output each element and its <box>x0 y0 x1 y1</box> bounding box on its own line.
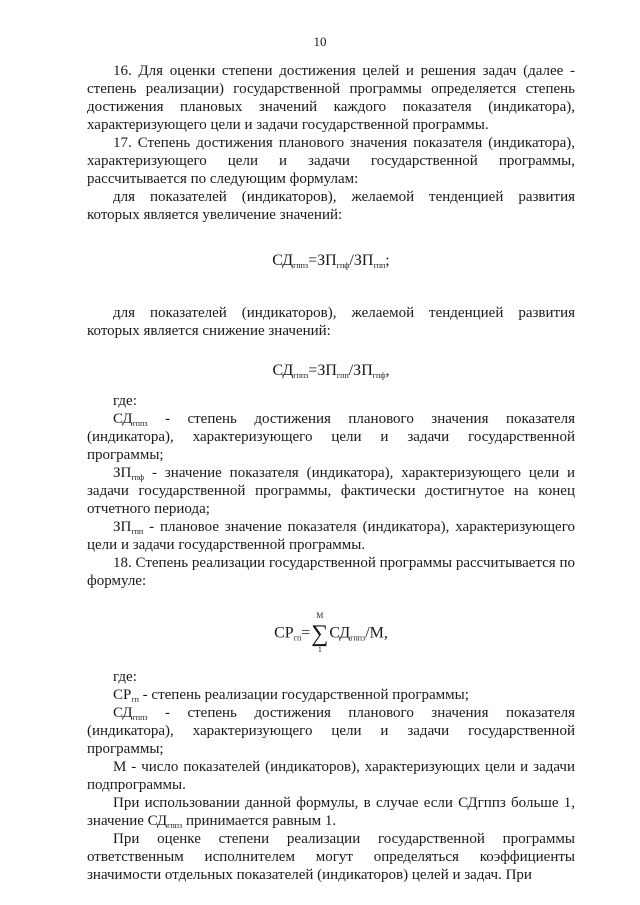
paragraph-17: 17. Степень достижения планового значения показателя (индикатора), характеризующего цели и задачи государственной программы, рассчитывается по следующим формулам: <box>87 135 575 187</box>
definition-zp-plan: $ЗП_{гпп}$ - плановое значение показателя (индикатора), характеризующего цели и задачи государственной программы. <box>87 519 575 553</box>
formula-increase: $СД_{гппз}=ЗП_{гпф}/ЗП_{гпп}$; <box>272 252 390 270</box>
page-number: 10 <box>313 34 327 49</box>
formula-decrease: $СД_{гппз}=ЗП_{гпп}/ЗП_{гпф}$, <box>272 362 390 380</box>
definition-sd: $СД_{гппз}$ - степень достижения планового значения показателя (индикатора), характеризующего цели и задачи государственной программы; <box>87 411 575 463</box>
where-label-1: где: <box>113 393 137 409</box>
paragraph-usage: При использовании данной формулы, в случае если СДгппз больше 1, значение $СД_{гппз}$ принимается равным 1. <box>87 795 575 830</box>
paragraph-last: При оценке степени реализации государственной программы ответственным исполнителем могут определяться коэффициенты значимости отдельных показателей (индикаторов) целей и задач. При <box>87 831 575 883</box>
definition-sd-2: $СД_{гппз}$ - степень достижения планового значения показателя (индикатора), характеризующего цели и задачи государственной программы; <box>87 705 575 757</box>
paragraph-16: 16. Для оценки степени достижения целей и решения задач (далее - степень реализации) государственной программы определяется степень достижения плановых значений каждого показателя (индикатора), характеризующего цели и задачи государственной программы. <box>87 63 575 133</box>
definition-m: М - число показателей (индикаторов), характеризующих цели и задачи подпрограммы. <box>87 759 575 793</box>
document-body <box>87 62 575 884</box>
definition-sr: $СР_{гп}$ - степень реализации государственной программы; <box>113 687 469 704</box>
where-label-2: где: <box>113 669 137 685</box>
sigma-icon: ∑ <box>311 621 329 647</box>
sum-symbol: M ∑ 1 <box>311 611 329 654</box>
formula-sr: $СР_{гп}=$ M ∑ 1 $СД_{гппз}/M$, <box>274 611 388 654</box>
paragraph-decrease: для показателей (индикаторов), желаемой тенденцией развития которых является снижение значений: <box>87 305 575 339</box>
paragraph-increase: для показателей (индикаторов), желаемой тенденцией развития которых является увеличение значений: <box>87 189 575 223</box>
definition-zp-fact: $ЗП_{гпф}$ - значение показателя (индикатора), характеризующего цели и задачи государственной программы, фактически достигнутое на конец отчетного периода; <box>87 465 575 517</box>
paragraph-18: 18. Степень реализации государственной программы рассчитывается по формуле: <box>87 555 575 589</box>
